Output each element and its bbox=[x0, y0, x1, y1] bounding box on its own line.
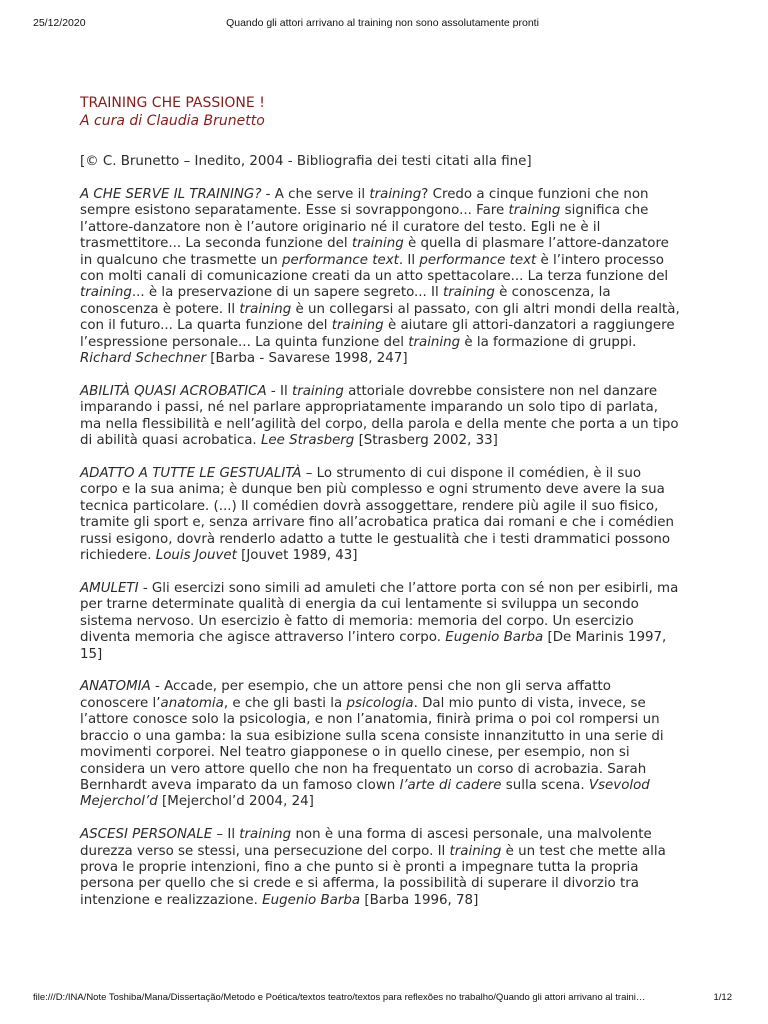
print-date: 25/12/2020 bbox=[33, 17, 86, 29]
entry-abilita-quasi-acrobatica: ABILITÀ QUASI ACROBATICA - Il training attoriale dovrebbe consistere non nel danzare imparando i passi, né nel parlare appropriatamente imparando un solo tipo di parlata, ma nella flessibilità e nell’agilità del corpo, della parola e della mente che porta a un tipo di abilità quasi acrobatica. Lee Strasberg [Strasberg 2002, 33] bbox=[80, 383, 679, 449]
entry-amuleti: AMULETI - Gli esercizi sono simili ad amuleti che l’attore porta con sé non per esibirli, ma per trarne determinate qualità di energia da cui lentamente si sviluppa un secondo sistema nervoso. Un esercizio è fatto di memoria: memoria del corpo. Un esercizio diventa memoria che agisce attraverso l’intero corpo. Eugenio Barba [De Marinis 1997, 15] bbox=[80, 580, 679, 662]
entry-author: Richard Schechner bbox=[80, 350, 207, 366]
entry-ascesi-personale: ASCESI PERSONALE – Il training non è una forma di ascesi personale, una malvolente durezza verso se stessi, una persecuzione del corpo. Il training è un test che mette alla prova le proprie intenzioni, fino a che punto si è pronti a impegnare tutta la propria persona per quello che si crede e si afferma, la possibilità di superare il divorzio tra intenzione e realizzazione. Eugenio Barba [Barba 1996, 78] bbox=[80, 827, 666, 908]
title-line-1: TRAINING CHE PASSIONE ! bbox=[80, 95, 265, 111]
document-body bbox=[80, 94, 680, 909]
copyright-note: [© C. Brunetto – Inedito, 2004 - Bibliografia dei testi citati alla fine] bbox=[80, 154, 532, 169]
entry-adatto-a-tutte-le-gestualita: ADATTO A TUTTE LE GESTUALITÀ – Lo strumento di cui dispone il comédien, è il suo corpo e la sua anima; è dunque ben più complesso e ogni strumento deve avere la sua tecnica particolare. (...) Il comédien dovrà assoggettare, rendere più agile il suo fisico, tramite gli sport e, senza arrivare fino all’acrobatica pratica dai romani e che i comédien russi esigono, dovrà renderlo adatto a tutte le gestualità che i testi drammatici possono richiedere. Louis Jouvet [Jouvet 1989, 43] bbox=[80, 466, 674, 564]
entry-author: Eugenio Barba bbox=[262, 892, 361, 908]
entry-reference: [Mejerchol’d 2004, 24] bbox=[157, 794, 314, 810]
entry-anatomia: ANATOMIA - Accade, per esempio, che un attore pensi che non gli serva affatto conoscere l’anatomia, e che gli basti la psicologia. Dal mio punto di vista, invece, se l’attore conosce solo la psicologia, e non l’anatomia, finirà prima o poi col rompersi un braccio o una gamba: la sua esibizione sulla scena consiste innanzitutto in una serie di movimenti corporei. Nel teatro giapponese o in quello cinese, per esempio, non si considera un vero attore quello che non ha frequentato un corso di acrobazia. Sarah Bernhardt aveva imparato da un famoso clown l’arte di cadere sulla scena. Vsevolod Mejerchol’d [Mejerchol’d 2004, 24] bbox=[80, 679, 664, 810]
entry-reference: [Barba 1996, 78] bbox=[360, 892, 479, 908]
entry-author: Vsevolod Mejerchol’d bbox=[80, 777, 650, 810]
entry-author: Louis Jouvet bbox=[155, 548, 237, 564]
entry-heading: ASCESI PERSONALE bbox=[80, 827, 213, 843]
page-number: 1/12 bbox=[713, 992, 732, 1003]
entry-reference: [De Marinis 1997, 15] bbox=[80, 630, 667, 662]
entry-heading: ABILITÀ QUASI ACROBATICA bbox=[80, 383, 267, 399]
document-title bbox=[80, 94, 680, 130]
entry-heading: ADATTO A TUTTE LE GESTUALITÀ bbox=[80, 466, 302, 481]
entry-author: Eugenio Barba bbox=[445, 630, 544, 646]
title-line-2: A cura di Claudia Brunetto bbox=[80, 113, 265, 129]
entry-reference: [Barba - Savarese 1998, 247] bbox=[206, 350, 408, 366]
file-path: file:///D:/INA/Note Toshiba/Mana/Dissertação/Metodo e Poética/textos teatro/textos para reflexões no trabalho/Quando gli attori arrivano al traini… bbox=[33, 992, 646, 1003]
entry-heading: A CHE SERVE IL TRAINING? bbox=[80, 186, 262, 202]
entry-author: Lee Strasberg bbox=[260, 433, 355, 449]
print-page-title: Quando gli attori arrivano al training non sono assolutamente pronti bbox=[226, 17, 539, 29]
entry-heading: AMULETI bbox=[80, 580, 139, 596]
entry-heading: ANATOMIA bbox=[80, 679, 151, 695]
entry-a-che-serve: A CHE SERVE IL TRAINING? - A che serve il training? Credo a cinque funzioni che non sempre esistono separatamente. Esse si sovrappongono... Fare training significa che l’attore-danzatore non è l’autore originario né il curatore del testo. Egli ne è il trasmettitore... La seconda funzione del training è quella di plasmare l’attore-danzatore in qualcuno che trasmette un performance text. Il performance text è l’intero processo con molti canali di comunicazione creati da un atto spettacolare... La terza funzione del training... è la preservazione di un sapere segreto... Il training è conoscenza, la conoscenza è potere. Il training è un collegarsi al passato, con gli altri mondi della realtà, con il futuro... La quarta funzione del training è aiutare gli attori-danzatori a raggiungere l’espressione personale... La quinta funzione del training è la formazione di gruppi. Richard Schechner [Barba - Savarese 1998, 247] bbox=[80, 186, 680, 366]
entry-reference: [Jouvet 1989, 43] bbox=[236, 548, 358, 564]
entry-reference: [Strasberg 2002, 33] bbox=[354, 433, 498, 449]
